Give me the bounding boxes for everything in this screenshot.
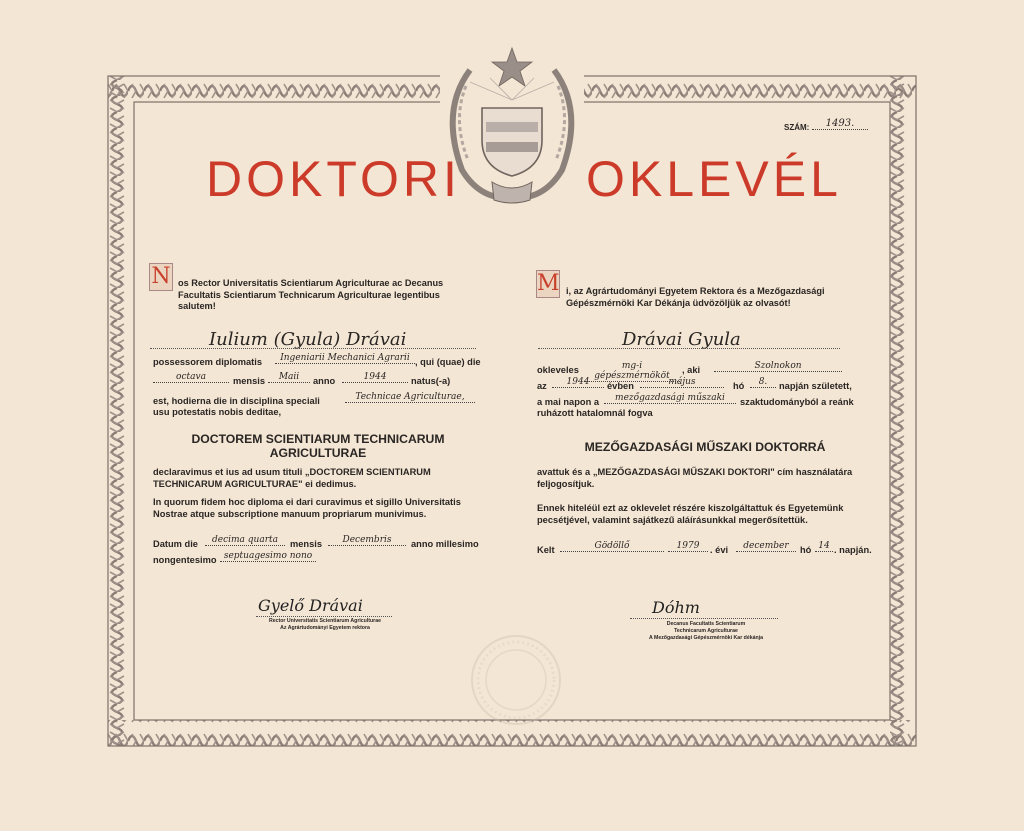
right-napjan2-label: . napján.	[834, 545, 872, 555]
right-kelt-year-field: 1979	[668, 541, 708, 552]
left-initial-letter: N	[149, 263, 173, 291]
left-intro: os Rector Universitatis Scientiarum Agriculturae ac Decanus Facultatis Scientiarum Technicarum Agriculturae legentibus salutem!	[178, 278, 444, 311]
title-oklevel: OKLEVÉL	[586, 151, 842, 207]
left-year-field: 1944	[342, 372, 408, 383]
left-nongentesimo: nongentesimo	[153, 555, 217, 565]
right-intro: i, az Agrártudományi Egyetem Rektora és a Mezőgazdasági Gépészmérnöki Kar Dékánja üdvözöljük az olvasót!	[566, 286, 825, 308]
right-name-line	[538, 348, 840, 349]
left-datum-year-field: septuagesimo nono	[220, 551, 316, 562]
left-datum-month-field: Decembris	[328, 535, 406, 546]
left-datum-label: Datum die	[153, 539, 198, 549]
left-discipline-field: Technicae Agriculturae,	[345, 392, 475, 403]
right-degree-field: mg-i gépészmérnököt	[584, 361, 680, 382]
right-initial-letter: M	[537, 271, 560, 296]
left-datum-anno: anno millesimo	[411, 539, 479, 549]
right-line4: ruházott hatalomnál fogva	[537, 408, 653, 418]
right-napjan-label: napján született,	[779, 381, 852, 391]
left-line3-pre: est, hodierna die in disciplina speciali	[153, 396, 320, 406]
right-ho2-label: hó	[800, 545, 812, 555]
left-line4: usu potestatis nobis deditae,	[153, 407, 282, 417]
right-line3-post: szaktudományból a reánk	[740, 397, 854, 407]
left-mensis-label: mensis	[233, 376, 266, 386]
right-degree-title: MEZŐGAZDASÁGI MŰSZAKI DOKTORRÁ	[584, 440, 826, 454]
right-az-label: az	[537, 381, 547, 391]
right-sig-caption3: A Mezőgazdasági Gépészmérnöki Kar dékánja	[649, 635, 763, 641]
right-para1: avattuk és a „MEZŐGAZDASÁGI MŰSZAKI DOKTORI" cím használatára feljogosítjuk.	[537, 467, 853, 489]
right-evben-label: évben	[607, 381, 634, 391]
number-label: SZÁM:	[784, 123, 810, 132]
right-kelt-label: Kelt	[537, 545, 555, 555]
left-signature-line	[256, 616, 392, 617]
left-para1: declaravimus et ius ad usum tituli „DOCTOREM SCIENTIARUM TECHNICARUM AGRICULTURAE" ei dedimus.	[153, 467, 431, 489]
right-evi-label: . évi	[710, 545, 729, 555]
right-line1-pre: okleveles	[537, 365, 579, 375]
left-line1-post: , qui (quae) die	[415, 357, 481, 367]
right-sig-caption2: Technicarum Agriculturae	[674, 628, 738, 634]
right-day-field: 8.	[750, 377, 776, 388]
right-kelt-place-field: Gödöllő	[560, 541, 664, 552]
left-datum-mensis: mensis	[290, 539, 323, 549]
right-recipient-name: Drávai Gyula	[622, 329, 741, 350]
right-para2: Ennek hiteléül ezt az oklevelet részére kiszolgáltattuk és Egyetemünk pecsétjével, valamint sajátkezű aláírásunkkal megerősítettük.	[537, 503, 844, 525]
title-doktori: DOKTORI	[206, 151, 461, 207]
right-kelt-day-field: 14	[815, 541, 833, 552]
right-kelt-month-field: december	[736, 541, 796, 552]
right-line1-mid: , aki	[682, 365, 701, 375]
left-natus-label: natus(-a)	[411, 376, 451, 386]
right-place-field: Szolnokon	[714, 361, 842, 372]
right-month-field: május	[640, 377, 724, 388]
right-discipline-field: mezőgazdasági műszaki	[604, 393, 736, 404]
left-para2: In quorum fidem hoc diploma ei dari curavimus et sigillo Universitatis Nostrae atque subscriptione manuum propriarum munivimus.	[153, 497, 461, 519]
right-year-field: 1944	[552, 377, 604, 388]
left-sig-caption1: Rector Universitatis Scientiarum Agriculturae	[269, 618, 381, 624]
left-name-line	[150, 348, 476, 349]
left-diploma-field: Ingeniarii Mechanici Agrarii	[275, 353, 415, 364]
left-anno-label: anno	[313, 376, 336, 386]
right-signature: Dóhm	[652, 598, 700, 617]
right-sig-caption1: Decanus Facultatis Scientiarum	[666, 621, 746, 627]
coat-of-arms-emblem	[440, 48, 584, 210]
right-signature-line	[630, 618, 778, 619]
left-datum-day-field: decima quarta	[205, 535, 285, 546]
left-sig-caption2: Az Agrártudományi Egyetem rektora	[280, 625, 370, 631]
left-recipient-name: Iulium (Gyula) Drávai	[209, 329, 407, 350]
left-day-field: octava	[153, 372, 229, 383]
left-signature: Gyelő Drávai	[258, 596, 363, 615]
left-month-field: Maii	[268, 372, 310, 383]
right-line3-pre: a mai napon a	[537, 397, 599, 407]
number-value: 1493.	[812, 118, 868, 130]
right-ho-label: hó	[733, 381, 745, 391]
left-line1-pre: possessorem diplomatis	[153, 357, 263, 367]
left-degree-title: DOCTOREM SCIENTIARUM TECHNICARUM AGRICULTURAE	[191, 432, 445, 460]
